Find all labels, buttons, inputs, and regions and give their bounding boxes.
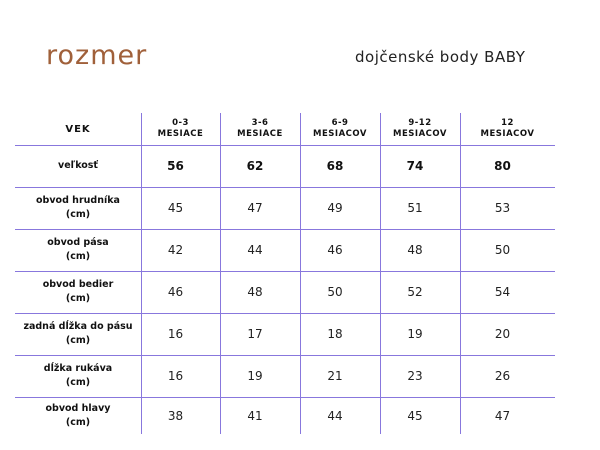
column-header-unit: MESIACE	[237, 129, 283, 139]
measurement-value: 44	[247, 243, 263, 257]
row-label	[15, 229, 141, 271]
measurement-value: 48	[247, 285, 263, 299]
column-header-range: 12	[501, 118, 514, 128]
measurement-value: 48	[407, 243, 423, 257]
column-header	[380, 113, 460, 145]
size-value: 80	[494, 159, 511, 173]
measurement-value: 21	[327, 369, 343, 383]
size-value: 56	[167, 159, 184, 173]
measurement-value: 26	[494, 369, 511, 383]
measurement-value: 18	[327, 327, 343, 341]
measurement-value: 16	[167, 327, 184, 341]
measurement-value: 53	[494, 201, 511, 215]
measurement-value: 19	[247, 369, 263, 383]
measurement-value: 38	[167, 408, 184, 423]
column-header-unit: MESIACOV	[393, 129, 447, 139]
measurement-value: 45	[167, 201, 184, 215]
measurement-value: 44	[327, 408, 343, 423]
size-value: 74	[406, 159, 424, 173]
measurement-value: 49	[327, 201, 343, 215]
measurement-value: 51	[407, 201, 423, 215]
measurement-value: 50	[494, 243, 511, 257]
measurement-value: 23	[407, 369, 423, 383]
measurement-value: 41	[247, 408, 263, 423]
page-subtitle: dojčenské body BABY	[355, 48, 526, 66]
column-header-range: 6-9	[331, 118, 349, 128]
size-value: 62	[246, 159, 264, 173]
measurement-value: 50	[327, 285, 343, 299]
row-label	[15, 355, 141, 397]
corner-header: VEK	[65, 123, 91, 135]
measurement-value: 54	[494, 285, 511, 299]
row-label-text: obvod hrudníka	[36, 195, 120, 206]
column-header-unit: MESIACOV	[313, 129, 367, 139]
row-label	[15, 271, 141, 313]
row-label-text: dĺžka rukáva	[43, 363, 113, 374]
row-label-text: zadná dĺžka do pásu	[23, 321, 133, 332]
measurement-value: 16	[167, 369, 184, 383]
column-header-unit: MESIACE	[157, 129, 204, 139]
measurement-value: 45	[407, 408, 423, 423]
column-header	[220, 113, 300, 145]
measurement-value: 17	[247, 327, 263, 341]
row-label-text: veľkosť	[58, 160, 98, 171]
row-label-unit: (cm)	[65, 209, 91, 220]
measurement-value: 20	[494, 327, 511, 341]
column-header	[460, 113, 555, 145]
measurement-value: 46	[327, 243, 343, 257]
row-label-unit: (cm)	[65, 251, 91, 262]
measurement-value: 52	[407, 285, 423, 299]
size-value: 68	[326, 159, 344, 173]
column-header-range: 9-12	[408, 118, 432, 128]
row-label	[15, 313, 141, 355]
row-label-text: obvod hlavy	[45, 402, 111, 414]
row-label-unit: (cm)	[65, 293, 91, 304]
measurement-value: 19	[407, 327, 423, 341]
row-label-text: obvod bedier	[42, 279, 114, 290]
row-label-unit: (cm)	[65, 377, 91, 388]
measurement-value: 47	[247, 201, 263, 215]
row-label-unit: (cm)	[65, 416, 91, 428]
measurement-value: 47	[494, 408, 511, 423]
column-header	[141, 113, 220, 145]
column-header-range: 0-3	[172, 118, 189, 128]
measurement-value: 46	[167, 285, 184, 299]
page-title: rozmer	[46, 40, 148, 71]
column-header	[300, 113, 380, 145]
row-label	[15, 145, 141, 187]
column-header-range: 3-6	[251, 118, 269, 128]
row-label	[15, 187, 141, 229]
row-label	[15, 397, 141, 434]
column-header-unit: MESIACOV	[480, 129, 535, 139]
row-label-text: obvod pása	[47, 237, 109, 248]
measurement-value: 42	[167, 243, 184, 257]
row-label-unit: (cm)	[65, 335, 91, 346]
